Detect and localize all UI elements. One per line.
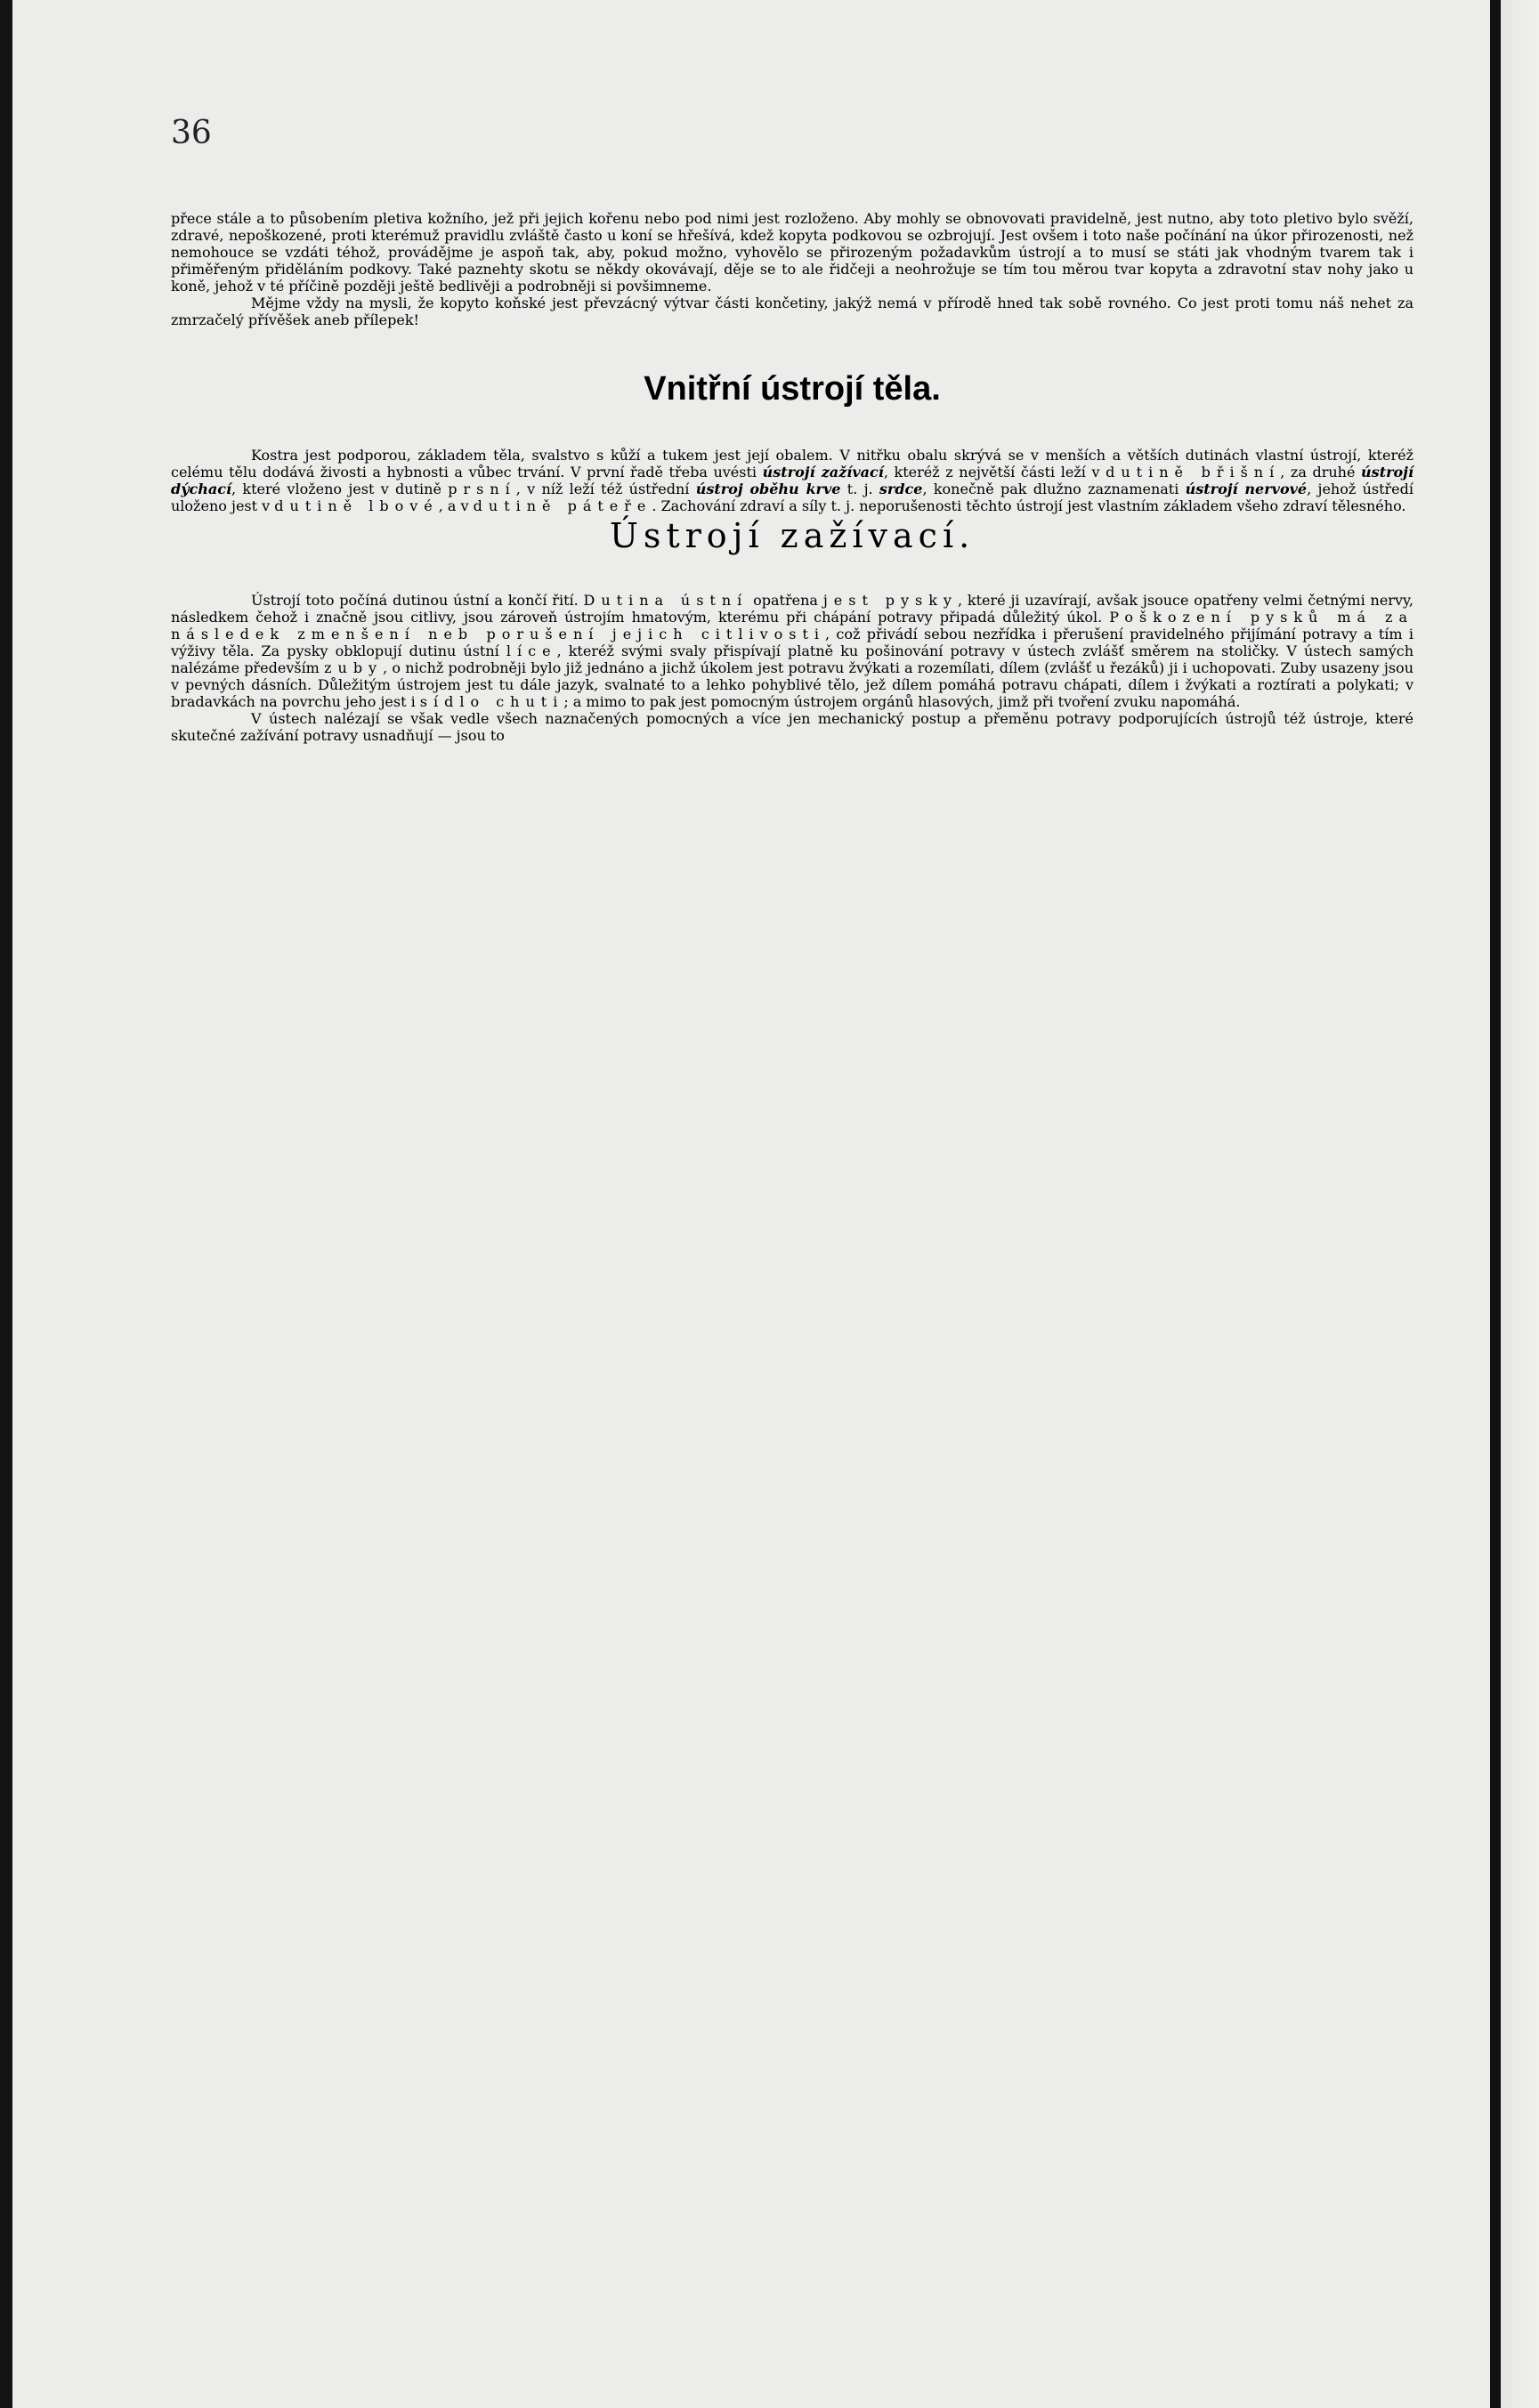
page-body (171, 210, 1413, 744)
section-heading: Vnitřní ústrojí těla. (644, 370, 941, 408)
page-edge (1490, 0, 1539, 2408)
paragraph-internal-organs: Kostra jest podporou, základem těla, svalstvo s kůží a tukem jest její obalem. V nitřku obalu skrývá se v menších a větších dutinách vlastní ústrojí, kteréž celému tělu dodává živosti a hybnosti a vůbec trvání. V první řadě třeba uvésti ústrojí zažívací, kteréž z největší části leží v dutině břišní, za druhé ústrojí dýchací, které vloženo jest v dutině prsní, v níž leží též ústřední ústroj oběhu krve t. j. srdce, konečně pak dlužno zaznamenati ústrojí nervové, jehož ústředí uloženo jest v dutině lbové, a v dutině páteře. Zachování zdraví a síly t. j. neporušenosti těchto ústrojí jest vlastním základem všeho zdraví tělesného. (171, 447, 1414, 514)
paragraph-continued: přece stále a to působením pletiva kožního, jež při jejich kořenu nebo pod nimi jest rozloženo. Aby mohly se obnovovati pravidelně, jest nutno, aby toto pletivo bylo svěží, zdravé, nepoškozené, proti kterémuž pravidlu zvláště často u koní se hřešívá, kdež kopyta podkovou se ozbrojují. Jest ovšem i toto naše počínání na úkor přirozenosti, než nemohouce se vzdáti téhož, provádějme je aspoň tak, aby, pokud možno, vyhovělo se přirozeným požadavkům ústrojí a to musí se státi jak vhodným tvarem tak i přiměřeným přiděláním podkovy. Také paznehty skotu se někdy okovávají, děje se to ale řidčeji a neohrožuje se tím tou měrou tvar kopyta a zdravotní stav nohy jako u koně, jehož v té příčině později ještě bedlivěji a podrobněji si povšimneme. (171, 210, 1413, 295)
page-number: 36 (171, 115, 212, 151)
paragraph-hoof: Mějme vždy na mysli, že kopyto koňské jest převzácný výtvar části končetiny, jakýž nemá v přírodě hned tak sobě rovného. Co jest proti tomu náš nehet za zmrzačelý přívěšek aneb přílepek! (171, 295, 1413, 328)
subsection-heading: Ústrojí zažívací. (609, 516, 976, 555)
paragraph-digestive-mouth: Ústrojí toto počíná dutinou ústní a končí řití. Dutina ústní opatřena jest pysky, které ji uzavírají, avšak jsouce opatřeny velmi četnými nervy, následkem čehož i značně jsou citlivy, jsou zároveň ústrojím hmatovým, kterému při chápání potravy připadá důležitý úkol. Poškození pysků má za následek zmenšení neb porušení jejich citlivosti, což přivádí sebou nezřídka i přerušení pravidelného přijímání potravy a tím i výživy těla. Za pysky obklopují dutinu ústní líce, kteréž svými svaly přispívají platně ku pošinování potravy v ústech zvlášť směrem na stoličky. V ústech samých nalézáme především zuby, o nichž podrobněji bylo již jednáno a jichž úkolem jest potravu žvýkati a rozemílati, dílem (zvlášť u řezáků) ji i uchopovati. Zuby usazeny jsou v pevných dásních. Důležitým ústrojem jest tu dále jazyk, svalnaté to a lehko pohyblivé tělo, jež dílem pomáhá potravu chápati, dílem i žvýkati a roztírati a polykati; v bradavkách na povrchu jeho jest i sídlo chuti; a mimo to pak jest pomocným ústrojem orgánů hlasových, jimž při tvoření zvuku napomáhá. (171, 592, 1414, 710)
paragraph-digestive-glands: V ústech nalézají se však vedle všech naznačených pomocných a více jen mechanický postup a přeměnu potravy podporujících ústrojů též ústroje, které skutečné zažívání potravy usnadňují — jsou to (171, 710, 1413, 744)
